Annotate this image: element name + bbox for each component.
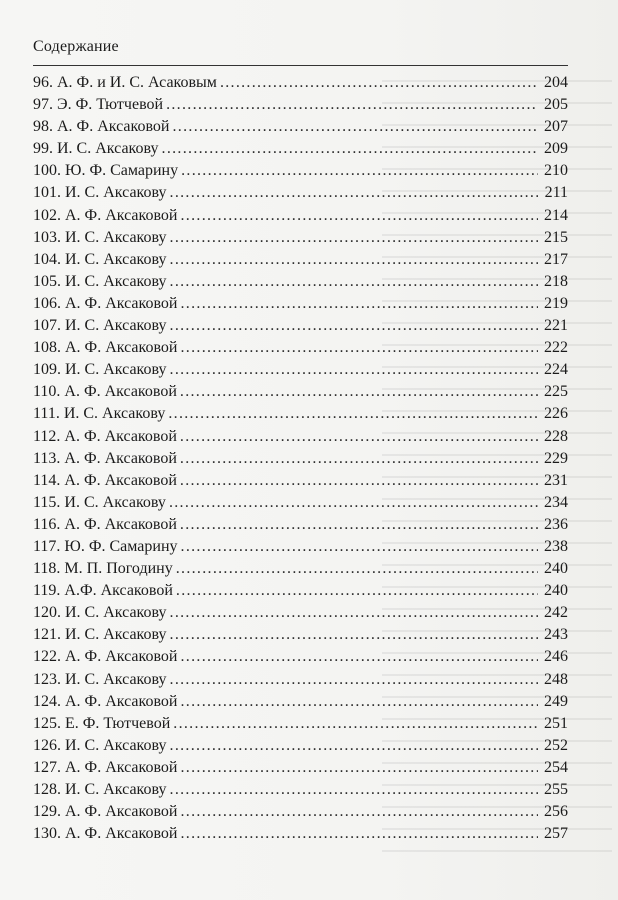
toc-leader-dots <box>170 182 538 204</box>
toc-leader-dots <box>180 514 538 536</box>
toc-entry-number: 96. <box>33 74 53 91</box>
toc-entry-number: 117. <box>33 537 61 555</box>
toc-entry-title: И. С. Аксакову <box>65 604 167 622</box>
toc-entry-page-number: 207 <box>544 118 568 136</box>
toc-entry-page-number: 209 <box>544 140 568 158</box>
toc-entry-number: 129. <box>33 803 61 821</box>
toc-entry-page-number: 226 <box>544 405 568 423</box>
toc-entry-title: А. Ф. Аксаковой <box>64 471 177 489</box>
toc-leader-dots <box>170 735 538 757</box>
toc-entry-number: 130. <box>33 825 61 843</box>
toc-entry <box>33 94 568 116</box>
toc-entry <box>33 315 568 337</box>
toc-entry-number: 125. <box>33 714 61 732</box>
toc-entry-number: 127. <box>33 758 61 776</box>
toc-entry <box>33 116 568 138</box>
toc-entry-title: А. Ф. Аксаковой <box>65 206 178 224</box>
running-header: Содержание <box>33 38 119 55</box>
toc-entry-page-number: 231 <box>544 471 568 489</box>
toc-entry-title: Е. Ф. Тютчевой <box>65 714 171 732</box>
toc-leader-dots <box>170 315 538 337</box>
toc-leader-dots <box>220 72 538 94</box>
toc-entry <box>33 249 568 271</box>
toc-entry-title: И. С. Аксакову <box>65 736 167 754</box>
toc-entry-title: Ю. Ф. Самарину <box>64 537 178 555</box>
toc-entry-page-number: 256 <box>544 803 568 821</box>
toc-leader-dots <box>181 160 538 182</box>
toc-entry-number: 124. <box>33 692 61 710</box>
toc-leader-dots <box>181 757 539 779</box>
toc-entry-number: 99. <box>33 140 53 158</box>
toc-leader-dots <box>162 138 538 160</box>
toc-entry-title: А. Ф. Аксаковой <box>65 803 178 821</box>
toc-entry <box>33 779 568 801</box>
toc-leader-dots <box>180 448 538 470</box>
toc-entry-title: А. Ф. Аксаковой <box>65 825 178 843</box>
toc-entry-number: 110. <box>33 383 61 401</box>
toc-entry <box>33 271 568 293</box>
toc-entry-title: А. Ф. и И. С. Асаковым <box>57 74 217 91</box>
toc-entry <box>33 160 568 182</box>
toc-entry <box>33 801 568 823</box>
toc-entry-page-number: 236 <box>544 515 568 533</box>
toc-leader-dots <box>170 271 538 293</box>
toc-entry-title: А. Ф. Аксаковой <box>65 294 178 312</box>
toc-entry-page-number: 251 <box>544 714 568 732</box>
toc-entry-page-number: 242 <box>544 604 568 622</box>
toc-entry-page-number: 246 <box>544 648 568 666</box>
toc-entry-title: И. С. Аксакову <box>57 140 159 158</box>
toc-entry <box>33 691 568 713</box>
toc-leader-dots <box>170 249 538 271</box>
toc-entry-page-number: 255 <box>544 781 568 798</box>
toc-entry-page-number: 248 <box>544 670 568 688</box>
toc-entry <box>33 227 568 249</box>
toc-entry-page-number: 249 <box>544 692 568 710</box>
toc-entry-title: И. С. Аксакову <box>65 228 167 246</box>
toc-entry <box>33 138 568 160</box>
toc-entry-title: А. Ф. Аксаковой <box>65 648 178 666</box>
toc-entry <box>33 470 568 492</box>
toc-entry-page-number: 229 <box>544 449 568 467</box>
header-rule <box>33 65 568 66</box>
toc-entry-title: А. Ф. Аксаковой <box>65 339 178 357</box>
toc-entry <box>33 624 568 646</box>
toc-leader-dots <box>170 624 538 646</box>
toc-entry-number: 114. <box>33 471 61 489</box>
toc-entry <box>33 293 568 315</box>
toc-entry-page-number: 224 <box>544 361 568 379</box>
toc-entry-title: Ю. Ф. Самарину <box>65 162 179 180</box>
toc-entry-title: Э. Ф. Тютчевой <box>57 96 164 114</box>
toc-entry <box>33 646 568 668</box>
toc-entry-page-number: 215 <box>544 228 568 246</box>
toc-entry <box>33 669 568 691</box>
toc-entry <box>33 602 568 624</box>
toc-leader-dots <box>180 470 538 492</box>
toc-entry-number: 111. <box>33 405 60 423</box>
toc-leader-dots <box>181 536 538 558</box>
toc-entry <box>33 492 568 514</box>
toc-entry-page-number: 234 <box>544 493 568 511</box>
toc-entry-number: 120. <box>33 604 61 622</box>
toc-leader-dots <box>170 359 538 381</box>
toc-entry-number: 101. <box>33 184 61 202</box>
toc-entry-number: 103. <box>33 228 61 246</box>
toc-entry-page-number: 219 <box>544 294 568 312</box>
toc-entry-title: И. С. Аксакову <box>65 272 167 290</box>
toc-entry-page-number: 204 <box>544 74 568 91</box>
toc-entry <box>33 757 568 779</box>
toc-leader-dots <box>176 558 538 580</box>
toc-leader-dots <box>180 426 538 448</box>
toc-leader-dots <box>181 691 539 713</box>
toc-entry-page-number: 221 <box>544 317 568 335</box>
toc-entry-page-number: 240 <box>544 582 568 600</box>
toc-entry-number: 118. <box>33 560 61 578</box>
toc-entry-page-number: 217 <box>544 250 568 268</box>
toc-leader-dots <box>166 94 538 116</box>
toc-entry-title: А. Ф. Аксаковой <box>57 118 170 136</box>
toc-entry-title: И. С. Аксакову <box>65 184 167 202</box>
toc-entry-page-number: 238 <box>544 537 568 555</box>
toc-entry-page-number: 240 <box>544 560 568 578</box>
toc-entry <box>33 580 568 602</box>
toc-entry-number: 122. <box>33 648 61 666</box>
toc-entry-title: И. С. Аксакову <box>65 626 167 644</box>
toc-entry-page-number: 257 <box>544 825 568 843</box>
toc-entry-title: И. С. Аксакову <box>63 405 166 423</box>
toc-entry-title: И. С. Аксакову <box>65 317 167 335</box>
toc-entry-page-number: 254 <box>544 758 568 776</box>
toc-entry-title: А. Ф. Аксаковой <box>64 427 177 445</box>
toc-leader-dots <box>170 602 538 624</box>
toc-entry-number: 121. <box>33 626 61 644</box>
toc-entry-page-number: 252 <box>544 736 568 754</box>
toc-entry-number: 105. <box>33 272 61 290</box>
toc-entry-title: А. Ф. Аксаковой <box>65 692 178 710</box>
toc-leader-dots <box>170 779 538 801</box>
toc-entry-title: И. С. Аксакову <box>64 493 166 511</box>
toc-entry-number: 106. <box>33 294 61 312</box>
toc-entry <box>33 182 568 204</box>
toc-entry <box>33 713 568 735</box>
toc-entry-page-number: 211 <box>544 184 568 202</box>
toc-entry-title: А. Ф. Аксаковой <box>64 383 177 401</box>
toc-entry <box>33 426 568 448</box>
toc-entry-title: А. Ф. Аксаковой <box>65 758 178 776</box>
toc-entry-page-number: 214 <box>544 206 568 224</box>
toc-entry-title: И. С. Аксакову <box>65 361 167 379</box>
toc-entry-page-number: 225 <box>544 383 568 401</box>
toc-entry <box>33 823 568 845</box>
toc-leader-dots <box>168 403 538 425</box>
toc-leader-dots <box>181 205 539 227</box>
toc-leader-dots <box>181 823 539 845</box>
toc-entry <box>33 735 568 757</box>
toc-entry-number: 108. <box>33 339 61 357</box>
toc-leader-dots <box>181 293 539 315</box>
toc-entry-number: 102. <box>33 206 61 224</box>
toc-entry-page-number: 243 <box>544 626 568 644</box>
toc-entry <box>33 381 568 403</box>
toc-entry-page-number: 228 <box>544 427 568 445</box>
toc-entry <box>33 337 568 359</box>
toc-leader-dots <box>169 492 538 514</box>
toc-entry <box>33 558 568 580</box>
toc-entry-title: М. П. Погодину <box>64 560 173 578</box>
toc-entry-title: А. Ф. Аксаковой <box>64 449 177 467</box>
toc-entry <box>33 536 568 558</box>
toc-entry-number: 116. <box>33 515 61 533</box>
toc-leader-dots <box>170 227 538 249</box>
toc-leader-dots <box>173 713 538 735</box>
toc-entry <box>33 403 568 425</box>
toc-entry-title: А.Ф. Аксаковой <box>64 582 173 600</box>
toc-entry-number: 100. <box>33 162 61 180</box>
toc-entry <box>33 448 568 470</box>
toc-entry-page-number: 210 <box>544 162 568 180</box>
toc-leader-dots <box>180 381 538 403</box>
toc-entry-page-number: 205 <box>544 96 568 114</box>
toc-entry-number: 109. <box>33 361 61 379</box>
toc-entry-number: 112. <box>33 427 61 445</box>
toc-entry-number: 123. <box>33 670 61 688</box>
toc-entry-number: 97. <box>33 96 53 114</box>
toc-leader-dots <box>173 116 539 138</box>
toc-leader-dots <box>170 669 538 691</box>
toc-entry-number: 126. <box>33 736 61 754</box>
toc-entry-page-number: 222 <box>544 339 568 357</box>
toc-entry <box>33 359 568 381</box>
toc-entry <box>33 514 568 536</box>
toc-entry-title: И. С. Аксакову <box>65 250 167 268</box>
toc-entry-number: 107. <box>33 317 61 335</box>
toc-entry-title: А. Ф. Аксаковой <box>64 515 177 533</box>
toc-entry <box>33 205 568 227</box>
toc-entry-number: 113. <box>33 449 61 467</box>
toc-leader-dots <box>181 801 539 823</box>
toc-entry-number: 128. <box>33 781 61 798</box>
toc-entry-page-number: 218 <box>544 272 568 290</box>
toc-entry-number: 115. <box>33 493 61 511</box>
toc-leader-dots <box>176 580 538 602</box>
toc-entry-title: И. С. Аксакову <box>65 670 167 688</box>
toc-leader-dots <box>181 646 539 668</box>
toc-entry-number: 104. <box>33 250 61 268</box>
toc-entry-number: 98. <box>33 118 53 136</box>
toc-entry <box>33 72 568 94</box>
toc-entry-number: 119. <box>33 582 61 600</box>
toc-entry-title: И. С. Аксакову <box>65 781 167 798</box>
toc-leader-dots <box>181 337 539 359</box>
table-of-contents <box>33 72 568 845</box>
